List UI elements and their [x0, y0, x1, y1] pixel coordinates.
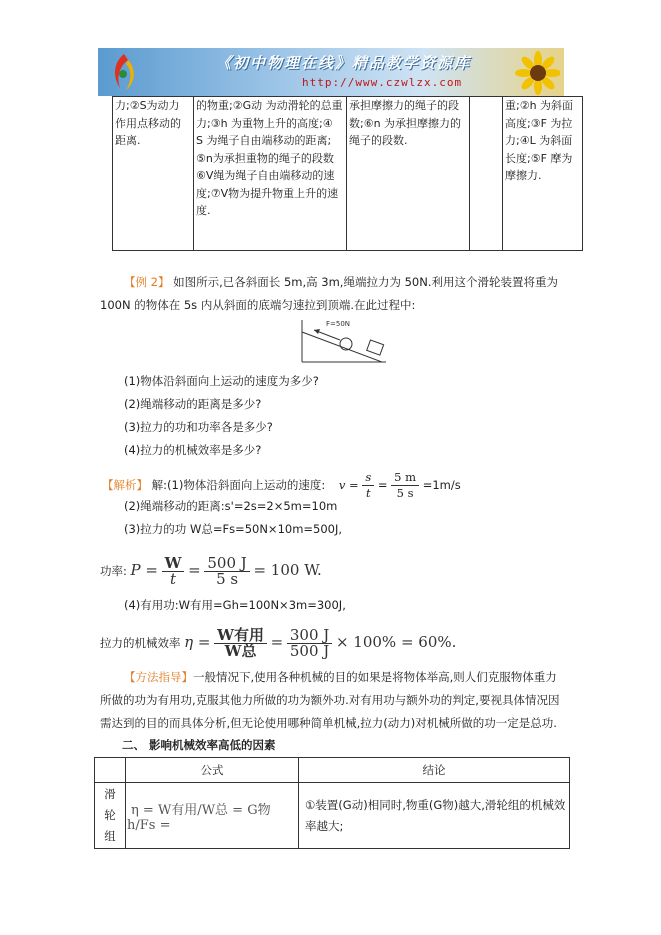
table-header-conclusion: 结论	[299, 758, 570, 783]
method-line-1: 【方法指导】一般情况下,使用各种机械的目的如果是将物体举高,则人们克服物体重力	[124, 670, 557, 684]
header-banner	[98, 48, 564, 96]
solution-line-2: (2)绳端移动的距离:s'=2s=2×5m=10m	[124, 499, 338, 513]
example-title	[124, 274, 558, 290]
table-cell-col2: 的物重;②G动 为动滑轮的总重 力;③h 为重物上升的高度;④ S 为绳子自由端移动的距离; ⑤n为承担重物的绳子的段数 ⑥V绳为绳子自由端移动的速 度;⑦V物为提升物重上升的速 度.	[194, 97, 347, 251]
force-label: F=50N	[326, 320, 351, 328]
table-cell-col3: 承担摩擦力的绳子的段 数;⑥n 为承担摩擦力的 绳子的段数.	[347, 97, 470, 251]
banner-title: 《初中物理在线》精品教学资源库	[216, 54, 472, 72]
formula-table-top	[112, 96, 583, 251]
table-cell-col1: 力;②S为动力 作用点移动的 距离.	[113, 97, 194, 251]
table-cell-col4: 重;②h 为斜面 高度;③F 为拉 力;④L 为斜面 长度;⑤F 摩为 摩擦力.	[503, 97, 583, 251]
pulley-formula: η = W有用/W总 = G物 h/Fs =	[127, 802, 271, 833]
pulley-formula-cell	[126, 783, 299, 849]
banner-url: http://www.czwlzx.com	[302, 76, 463, 89]
row-label-pulley: 滑 轮 组	[95, 783, 126, 849]
question-1: (1)物体沿斜面向上运动的速度为多少?	[124, 374, 319, 388]
table-header-formula: 公式	[126, 758, 299, 783]
example-text-2: 100N 的物体在 5s 内从斜面的底端匀速拉到顶端.在此过程中:	[100, 298, 416, 312]
sunflower-icon	[500, 50, 560, 96]
efficiency-formula: 拉力的机械效率 η = $\frac{\text{W有用}}{\text{W总}}$ = $\frac{300 J}{500 J}$ × 100% = 60%.	[100, 626, 457, 660]
solution-tag: 【解析】	[102, 478, 148, 492]
pulley-conclusion: ①装置(G动)相同时,物重(G物)越大,滑轮组的机械效 率越大;	[299, 783, 570, 849]
example-text-1: 如图所示,已各斜面长 5m,高 3m,绳端拉力为 50N.利用这个滑轮装置将重为	[173, 275, 558, 289]
power-formula: 功率: P = $\frac{W}{t}$ = $\frac{500 J}{5 s}$ = 100 W.	[100, 554, 322, 588]
logo-icon	[106, 52, 142, 92]
formula-table-bottom	[94, 757, 570, 849]
solution-line-1: 【解析】 解:(1)物体沿斜面向上运动的速度: v = $\frac{s}{t}$ = $\frac{5 m}{5 s}$ =1m/s	[102, 470, 461, 500]
question-3: (3)拉力的功和功率各是多少?	[124, 420, 273, 434]
solution-line-4: (4)有用功:W有用=Gh=100N×3m=300J,	[124, 598, 346, 612]
question-2: (2)绳端移动的距离是多少?	[124, 397, 262, 411]
example-tag: 【例 2】	[124, 275, 170, 289]
table-cell-blank	[470, 97, 503, 251]
method-line-2: 所做的功为有用功,克服其他力所做的功为额外功.对有用功与额外功的判定,要视具体情况因	[100, 693, 560, 707]
table-header-blank	[95, 758, 126, 783]
solution-line-3: (3)拉力的功 W总=Fs=50N×10m=500J,	[124, 522, 343, 536]
question-4: (4)拉力的机械效率是多少?	[124, 443, 262, 457]
method-line-3: 需达到的目的而具体分析,但无论使用哪种简单机械,拉力(动力)对机械所做的功一定是总功.	[100, 716, 557, 730]
method-tag: 【方法指导】	[124, 670, 193, 684]
section-heading: 二、 影响机械效率高低的因素	[122, 738, 276, 752]
incline-pulley-diagram	[300, 318, 400, 366]
